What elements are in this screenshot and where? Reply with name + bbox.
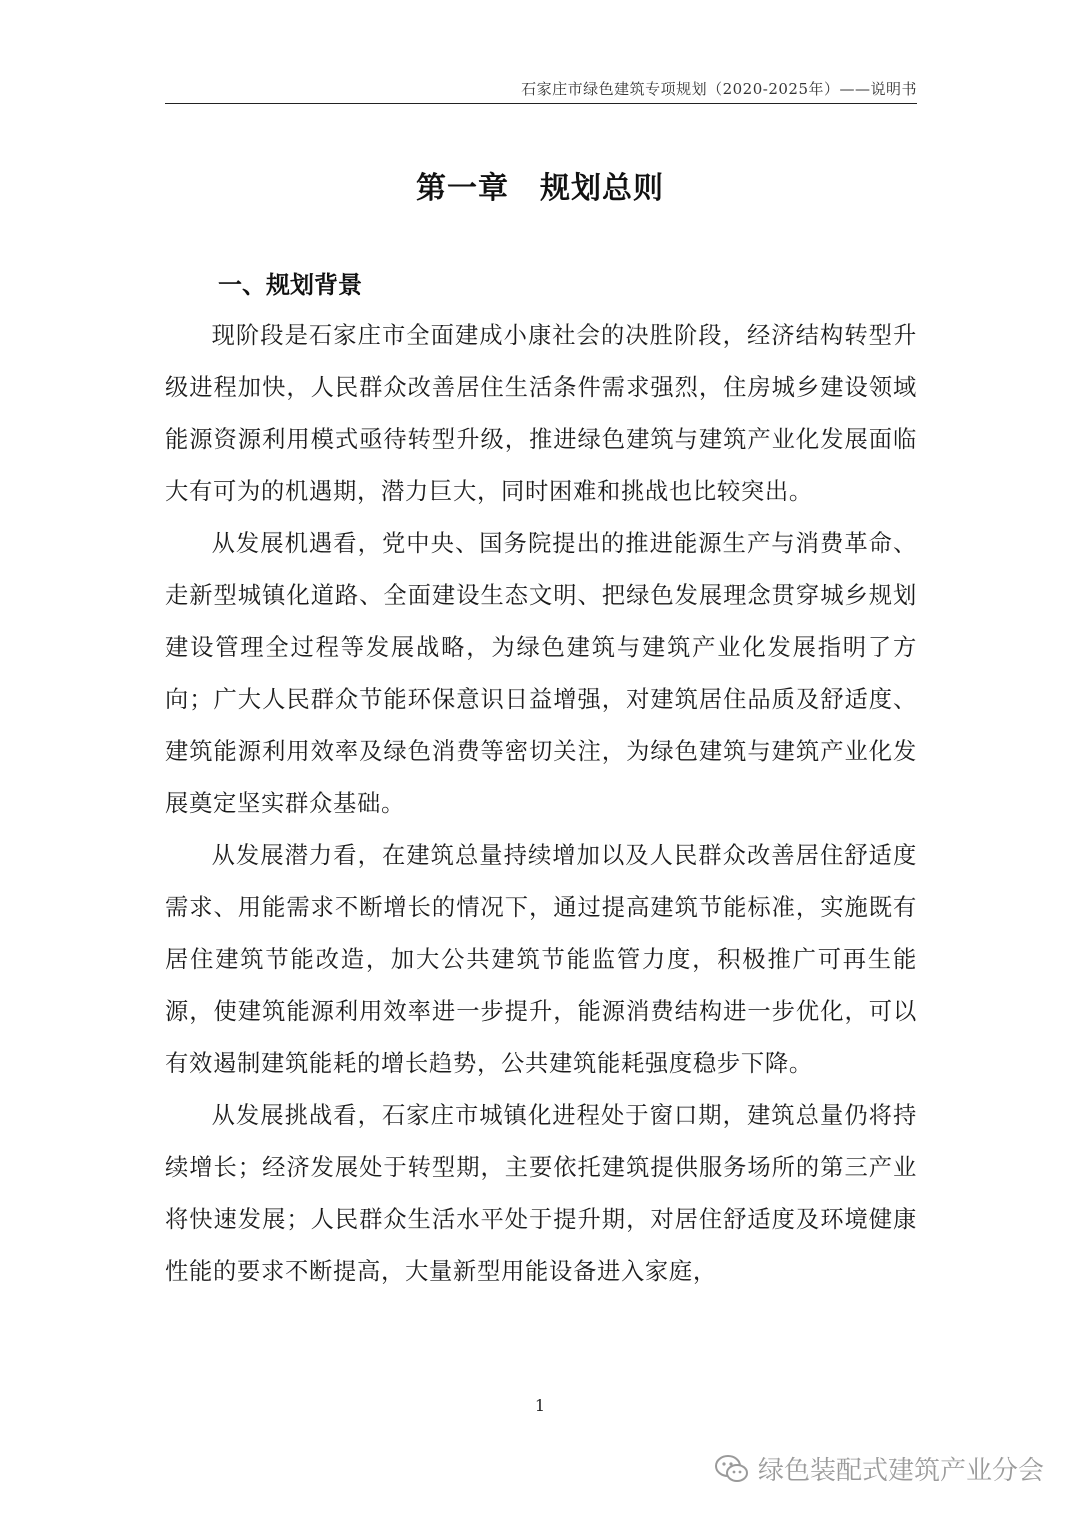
body-text [165,310,917,1298]
paragraph: 从发展机遇看，党中央、国务院提出的推进能源生产与消费革命、走新型城镇化道路、全面建设生态文明、把绿色发展理念贯穿城乡规划建设管理全过程等发展战略，为绿色建筑与建筑产业化发展指明了方向；广大人民群众节能环保意识日益增强，对建筑居住品质及舒适度、建筑能源利用效率及绿色消费等密切关注，为绿色建筑与建筑产业化发展奠定坚实群众基础。 [165,530,917,817]
wechat-icon [714,1454,750,1484]
watermark [714,1450,1044,1487]
page-number: 1 [534,1396,546,1415]
paragraph: 现阶段是石家庄市全面建成小康社会的决胜阶段，经济结构转型升级进程加快，人民群众改善居住生活条件需求强烈，住房城乡建设领域能源资源利用模式亟待转型升级，推进绿色建筑与建筑产业化发展面临大有可为的机遇期，潜力巨大，同时困难和挑战也比较突出。 [165,322,917,505]
paragraph: 从发展挑战看，石家庄市城镇化进程处于窗口期，建筑总量仍将持续增长；经济发展处于转型期，主要依托建筑提供服务场所的第三产业将快速发展；人民群众生活水平处于提升期，对居住舒适度及环境健康性能的要求不断提高，大量新型用能设备进入家庭， [165,1102,917,1285]
header-divider [165,103,917,104]
paragraph: 从发展潜力看，在建筑总量持续增加以及人民群众改善居住舒适度需求、用能需求不断增长的情况下，通过提高建筑节能标准，实施既有居住建筑节能改造，加大公共建筑节能监管力度，积极推广可再生能源，使建筑能源利用效率进一步提升，能源消费结构进一步优化，可以有效遏制建筑能耗的增长趋势，公共建筑能耗强度稳步下降。 [165,842,917,1077]
chapter-title: 第一章 规划总则 [416,171,664,206]
watermark-text: 绿色装配式建筑产业分会 [757,1456,1044,1486]
section-heading: 一、规划背景 [218,271,362,299]
running-header: 石家庄市绿色建筑专项规划（2020-2025年）——说明书 [521,80,917,98]
